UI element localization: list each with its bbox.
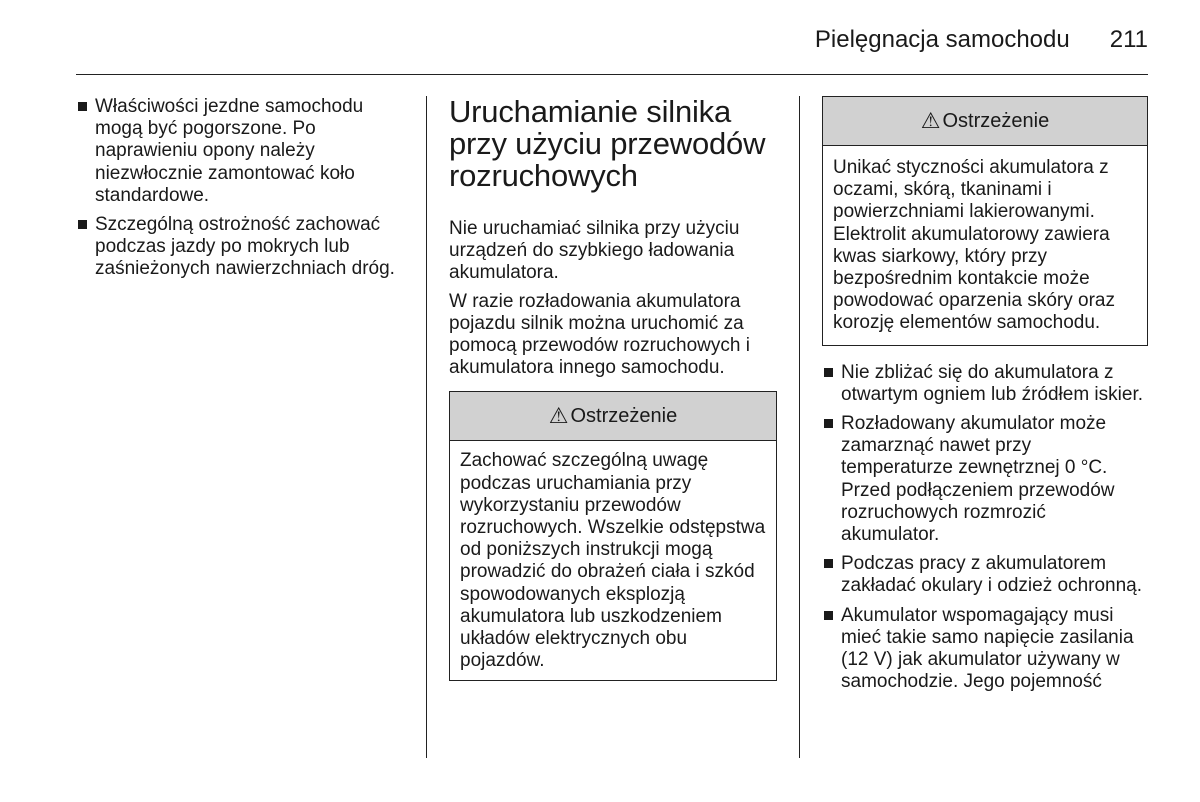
header-rule (76, 74, 1148, 75)
page-header (815, 26, 1148, 54)
list-item: Właściwości jezdne samochodu mogą być pogorszone. Po naprawieniu opony należy niezwłocznie zamontować koło standardowe. (76, 96, 406, 207)
section-heading: Uruchamianie silnika przy użyciu przewodów rozruchowych (449, 94, 766, 193)
list-item: Szczególną ostrożność zachować podczas jazdy po mokrych lub zaśnieżonych nawierzchniach dróg. (76, 214, 406, 281)
warning-triangle-icon: ⚠ (920, 107, 941, 133)
bullet-list (822, 362, 1148, 694)
bullet-list (76, 96, 406, 281)
warning-box (822, 96, 1148, 346)
column-2 (449, 96, 777, 681)
warning-triangle-icon: ⚠ (548, 403, 569, 429)
warning-box (449, 391, 777, 681)
column-3 (822, 96, 1148, 700)
list-item: Nie zbliżać się do akumulatora z otwartym ogniem lub źródłem iskier. (822, 362, 1148, 406)
column-divider-1 (426, 96, 427, 758)
warning-header (823, 97, 1147, 146)
paragraph: W razie rozładowania akumulatora pojazdu silnik można uruchomić za pomocą przewodów rozruchowych i akumulatora innego samochodu. (449, 290, 750, 379)
list-item: Rozładowany akumulator może zamarznąć nawet przy temperaturze zewnętrznej 0 °C. Przed podłączeniem przewodów rozruchowych rozmrozić akumulator. (822, 413, 1148, 546)
list-item: Podczas pracy z akumulatorem zakładać okulary i odzież ochronną. (822, 553, 1148, 597)
page-number: 211 (1109, 26, 1148, 53)
list-item: Akumulator wspomagający musi mieć takie samo napięcie zasilania (12 V) jak akumulator używany w samochodzie. Jego pojemność (822, 605, 1148, 694)
warning-title: Ostrzeżenie (570, 405, 678, 428)
column-1 (76, 96, 406, 288)
warning-text: Zachować szczególną uwagę podczas uruchamiania przy wykorzystaniu przewodów rozruchowych. Wszelkie odstępstwa od poniższych instrukcji mogą prowadzić do obrażeń ciała i szkód spowodowanych eksplozją akumulatora lub uszkodzeniem układów elektrycznych obu pojazdów. (460, 450, 766, 672)
column-divider-2 (799, 96, 800, 758)
warning-title: Ostrzeżenie (942, 109, 1050, 132)
warning-text: Unikać styczności akumulatora z oczami, skórą, tkaninami i powierzchniami lakierowanymi. Elektrolit akumulatorowy zawiera kwas siarkowy, który przy bezpośrednim kontakcie może powodować oparzenia skóry oraz korozję elementów samochodu. (833, 157, 1115, 334)
warning-header (450, 392, 776, 441)
section-title: Pielęgnacja samochodu (814, 26, 1070, 53)
paragraph: Nie uruchamiać silnika przy użyciu urządzeń do szybkiego ładowania akumulatora. (449, 218, 740, 284)
